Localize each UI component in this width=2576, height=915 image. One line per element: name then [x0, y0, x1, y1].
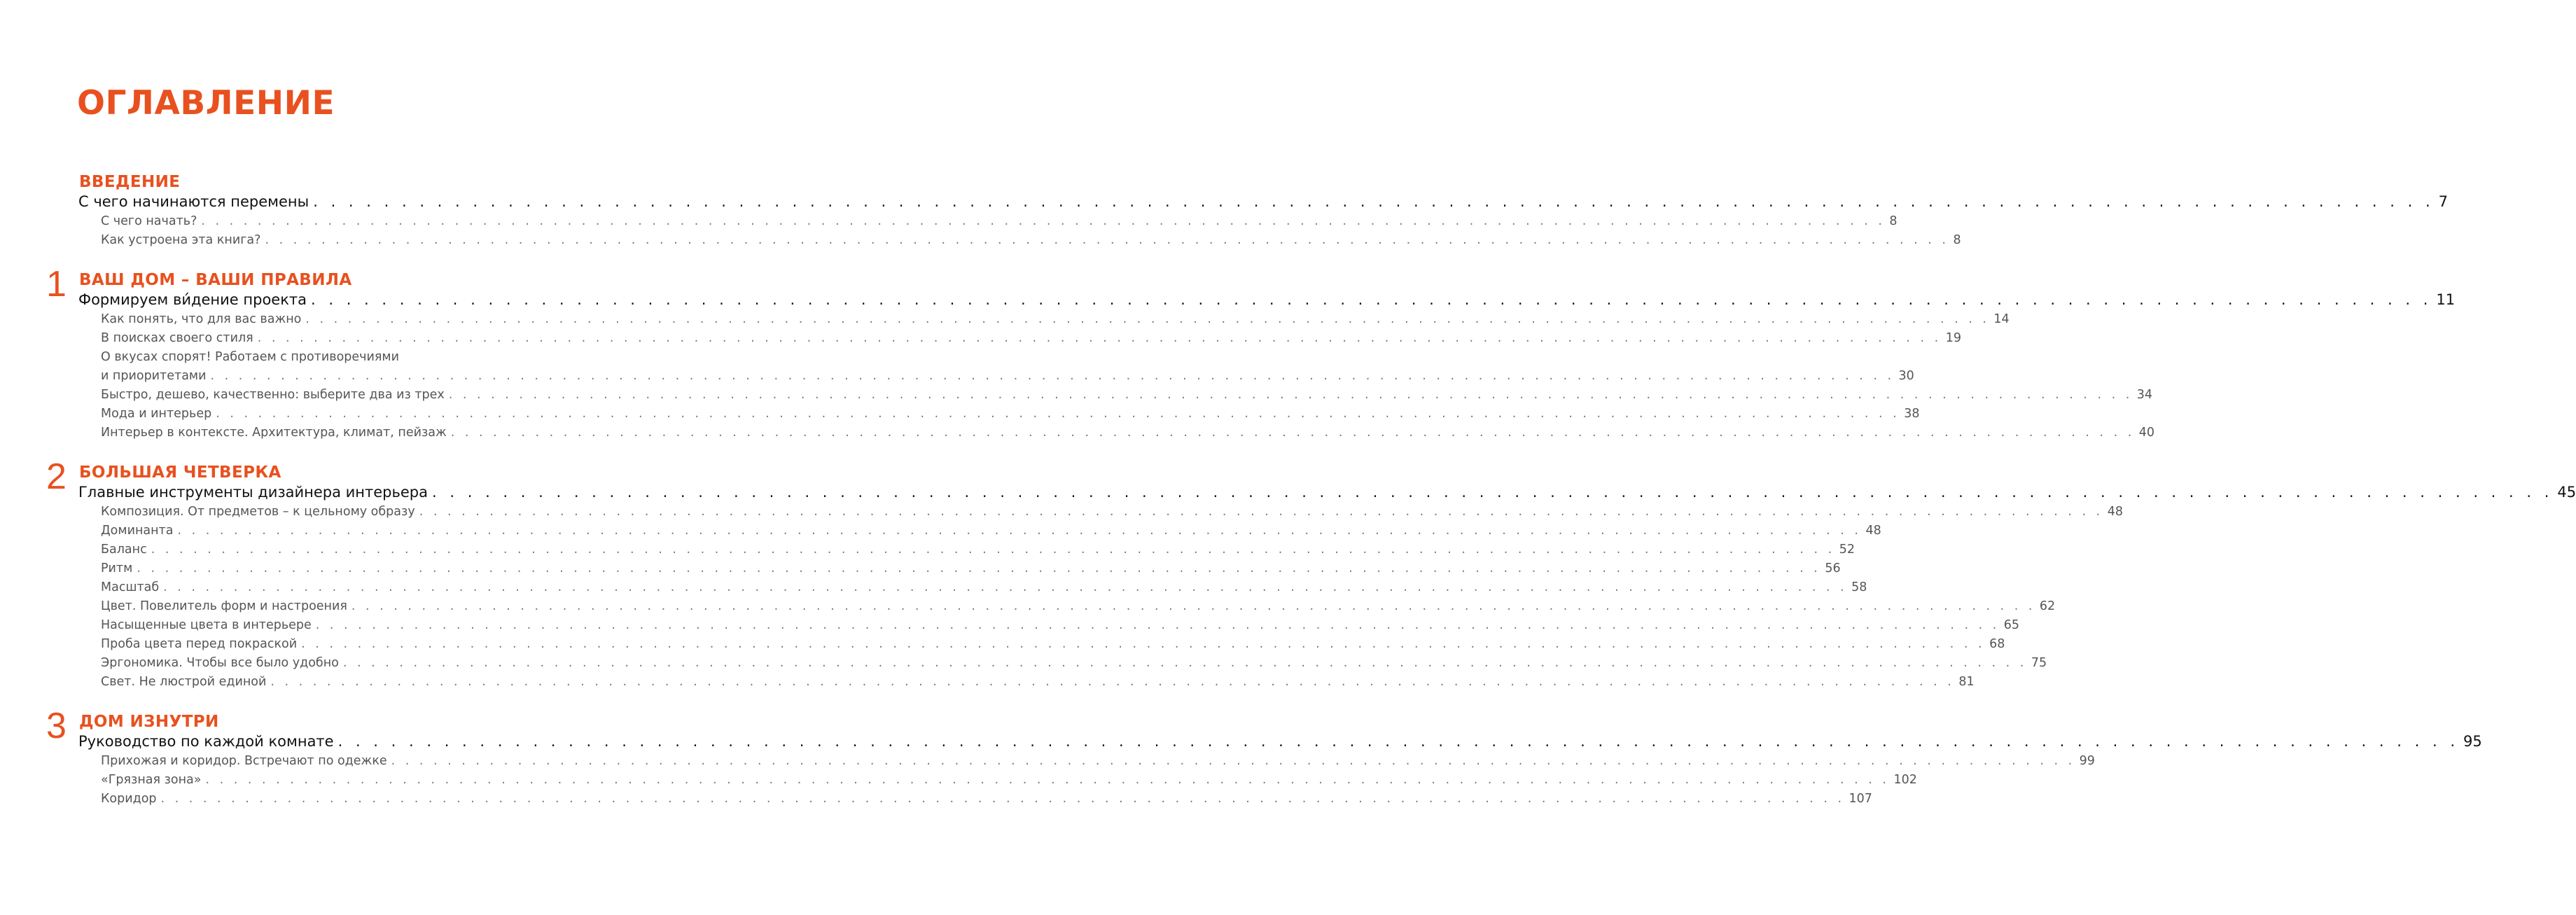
subchapter-page-number: 34	[2136, 388, 2153, 402]
subchapter-page-number: 65	[2003, 618, 2020, 632]
section-title[interactable]: ВАШ ДОМ – ВАШИ ПРАВИЛА	[79, 271, 352, 289]
subchapter-page-number: 8	[1953, 233, 1961, 247]
subchapter-page-number: 48	[1865, 524, 1881, 538]
subchapter-title: Насыщенные цвета в интерьере	[101, 618, 312, 632]
subchapter-page-number: 40	[2138, 426, 2155, 440]
dot-leader: . . . . . . . . . . . . . . . . . . . . . . . . . . . . . . . . . . . . . . . . . . . . . . . . . . . . . . . . . . . . . . . . . . . . . . . . . . . . . . . . . . . . . . . . . . . . . . . . . . . . . . . . . . . . . . . . . . . . . . . .	[311, 291, 2432, 308]
subchapter-page-number: 8	[1889, 214, 1898, 228]
subchapter-title: С чего начать?	[101, 214, 197, 228]
subchapter-title: Свет. Не люстрой единой	[101, 675, 267, 689]
dot-leader: . . . . . . . . . . . . . . . . . . . . . . . . . . . . . . . . . . . . . . . . . . . . . . . . . . . . . . . . . . . . . . . . . . . . . . . . . . . . . . . . . . . . . . . . . . . . . . . . . . . . . . . . . . . . . . . . . . . . . . . .	[265, 233, 1949, 247]
chapter-title: Руководство по каждой комнате	[78, 733, 334, 750]
dot-leader: . . . . . . . . . . . . . . . . . . . . . . . . . . . . . . . . . . . . . . . . . . . . . . . . . . . . . . . . . . . . . . . . . . . . . . . . . . . . . . . . . . . . . . . . . . . . . . . . . . . . . . . . . . . . . . . . . . . . . . . .	[151, 543, 1835, 557]
chapter-page-number: 7	[2438, 193, 2448, 210]
subchapter-page-number: 48	[2107, 505, 2123, 519]
subchapter-row[interactable]	[101, 212, 1898, 231]
subchapter-row[interactable]	[101, 578, 1867, 597]
subchapter-page-number: 19	[1945, 331, 1961, 345]
chapter-title: Формируем ви́дение проекта	[78, 291, 307, 308]
subchapter-title-line	[101, 348, 548, 367]
section-title[interactable]: БОЛЬШАЯ ЧЕТВЕРКА	[79, 463, 281, 482]
dot-leader: . . . . . . . . . . . . . . . . . . . . . . . . . . . . . . . . . . . . . . . . . . . . . . . . . . . . . . . . . . . . . . . . . . . . . . . . . . . . . . . . . . . . . . . . . . . . . . . . . . . . . . . . . . . . . . . . . . . . . . . .	[305, 312, 1990, 326]
subchapter-page-number: 102	[1893, 773, 1917, 787]
subchapter-title: Прихожая и коридор. Встречают по одежке	[101, 754, 387, 768]
subchapter-title: Ритм	[101, 561, 133, 575]
dot-leader: . . . . . . . . . . . . . . . . . . . . . . . . . . . . . . . . . . . . . . . . . . . . . . . . . . . . . . . . . . . . . . . . . . . . . . . . . . . . . . . . . . . . . . . . . . . . . . . . . . . . . . . . . . . . . . . . . . . . . . . .	[205, 773, 1890, 787]
subchapter-page-number: 58	[1851, 580, 1867, 594]
subchapter-title: Доминанта	[101, 524, 174, 538]
subchapter-page-number: 14	[1993, 312, 2010, 326]
subchapter-row[interactable]	[101, 522, 1881, 540]
subchapter-row[interactable]	[101, 367, 1914, 386]
chapter-page-number: 45	[2557, 484, 2576, 501]
subchapter-row[interactable]	[101, 771, 1917, 790]
subchapter-title: Коридор	[101, 792, 157, 806]
subchapter-row[interactable]	[101, 635, 2005, 654]
subchapter-title: О вкусах спорят! Работаем с противоречиями	[101, 350, 399, 364]
subchapter-row[interactable]	[101, 503, 2123, 522]
subchapter-title: В поисках своего стиля	[101, 331, 253, 345]
subchapter-page-number: 81	[1958, 675, 1975, 689]
subchapter-title: Мода и интерьер	[101, 407, 212, 421]
chapter-page-number: 11	[2436, 291, 2456, 308]
dot-leader: . . . . . . . . . . . . . . . . . . . . . . . . . . . . . . . . . . . . . . . . . . . . . . . . . . . . . . . . . . . . . . . . . . . . . . . . . . . . . . . . . . . . . . . . . . . . . . . . . . . . . . . . . . . . . . . . . . . . . . . .	[163, 580, 1848, 594]
subchapter-title: Баланс	[101, 543, 147, 557]
subchapter-row[interactable]	[101, 540, 1855, 559]
subchapter-title: Интерьер в контексте. Архитектура, климат, пейзаж	[101, 426, 447, 440]
dot-leader: . . . . . . . . . . . . . . . . . . . . . . . . . . . . . . . . . . . . . . . . . . . . . . . . . . . . . . . . . . . . . . . . . . . . . . . . . . . . . . . . . . . . . . . . . . . . . . . . . . . . . . . . . . . . . . . . . . . . . . . .	[216, 407, 1900, 421]
page-title: ОГЛАВЛЕНИЕ	[77, 84, 335, 123]
dot-leader: . . . . . . . . . . . . . . . . . . . . . . . . . . . . . . . . . . . . . . . . . . . . . . . . . . . . . . . . . . . . . . . . . . . . . . . . . . . . . . . . . . . . . . . . . . . . . . . . . . . . . . . . . . . . . . . . . . . . . . . .	[419, 505, 2103, 519]
subchapter-row[interactable]	[101, 329, 1961, 348]
subchapter-title: Как устроена эта книга?	[101, 233, 261, 247]
subchapter-row[interactable]	[101, 559, 1841, 578]
dot-leader: . . . . . . . . . . . . . . . . . . . . . . . . . . . . . . . . . . . . . . . . . . . . . . . . . . . . . . . . . . . . . . . . . . . . . . . . . . . . . . . . . . . . . . . . . . . . . . . . . . . . . . . . . . . . . . . . . . . . . . . .	[351, 599, 2035, 613]
dot-leader: . . . . . . . . . . . . . . . . . . . . . . . . . . . . . . . . . . . . . . . . . . . . . . . . . . . . . . . . . . . . . . . . . . . . . . . . . . . . . . . . . . . . . . . . . . . . . . . . . . . . . . . . . . . . . . . . . . . . . . . .	[432, 484, 2554, 501]
subchapter-page-number: 52	[1839, 543, 1855, 557]
subchapter-page-number: 30	[1898, 369, 1914, 383]
chapter-page-number: 95	[2463, 733, 2482, 750]
subchapter-title: Как понять, что для вас важно	[101, 312, 302, 326]
dot-leader: . . . . . . . . . . . . . . . . . . . . . . . . . . . . . . . . . . . . . . . . . . . . . . . . . . . . . . . . . . . . . . . . . . . . . . . . . . . . . . . . . . . . . . . . . . . . . . . . . . . . . . . . . . . . . . . . . . . . . . . .	[391, 754, 2075, 768]
subchapter-title: Масштаб	[101, 580, 160, 594]
section-number: 1	[46, 264, 67, 305]
dot-leader: . . . . . . . . . . . . . . . . . . . . . . . . . . . . . . . . . . . . . . . . . . . . . . . . . . . . . . . . . . . . . . . . . . . . . . . . . . . . . . . . . . . . . . . . . . . . . . . . . . . . . . . . . . . . . . . . . . . . . . . .	[337, 733, 2459, 750]
dot-leader: . . . . . . . . . . . . . . . . . . . . . . . . . . . . . . . . . . . . . . . . . . . . . . . . . . . . . . . . . . . . . . . . . . . . . . . . . . . . . . . . . . . . . . . . . . . . . . . . . . . . . . . . . . . . . . . . . . . . . . . .	[270, 675, 1955, 689]
chapter-row[interactable]	[78, 732, 2482, 752]
section-title[interactable]: ВВЕДЕНИЕ	[79, 173, 181, 191]
subchapter-row[interactable]	[101, 597, 2056, 616]
dot-leader: . . . . . . . . . . . . . . . . . . . . . . . . . . . . . . . . . . . . . . . . . . . . . . . . . . . . . . . . . . . . . . . . . . . . . . . . . . . . . . . . . . . . . . . . . . . . . . . . . . . . . . . . . . . . . . . . . . . . . . . .	[201, 214, 1886, 228]
dot-leader: . . . . . . . . . . . . . . . . . . . . . . . . . . . . . . . . . . . . . . . . . . . . . . . . . . . . . . . . . . . . . . . . . . . . . . . . . . . . . . . . . . . . . . . . . . . . . . . . . . . . . . . . . . . . . . . . . . . . . . . .	[160, 792, 1845, 806]
dot-leader: . . . . . . . . . . . . . . . . . . . . . . . . . . . . . . . . . . . . . . . . . . . . . . . . . . . . . . . . . . . . . . . . . . . . . . . . . . . . . . . . . . . . . . . . . . . . . . . . . . . . . . . . . . . . . . . . . . . . . . . .	[315, 618, 2000, 632]
subchapter-row[interactable]	[101, 673, 1975, 692]
subchapter-row[interactable]	[101, 405, 1920, 424]
subchapter-row[interactable]	[101, 654, 2047, 673]
subchapter-title: Цвет. Повелитель форм и настроения	[101, 599, 347, 613]
subchapter-title: Композиция. От предметов – к цельному образу	[101, 505, 415, 519]
chapter-title: Главные инструменты дизайнера интерьера	[78, 484, 429, 501]
subchapter-row[interactable]	[101, 790, 1872, 809]
dot-leader: . . . . . . . . . . . . . . . . . . . . . . . . . . . . . . . . . . . . . . . . . . . . . . . . . . . . . . . . . . . . . . . . . . . . . . . . . . . . . . . . . . . . . . . . . . . . . . . . . . . . . . . . . . . . . . . . . . . . . . . .	[210, 369, 1895, 383]
dot-leader: . . . . . . . . . . . . . . . . . . . . . . . . . . . . . . . . . . . . . . . . . . . . . . . . . . . . . . . . . . . . . . . . . . . . . . . . . . . . . . . . . . . . . . . . . . . . . . . . . . . . . . . . . . . . . . . . . . . . . . . .	[342, 656, 2027, 670]
subchapter-page-number: 38	[1904, 407, 1920, 421]
subchapter-page-number: 75	[2031, 656, 2047, 670]
subchapter-page-number: 56	[1825, 561, 1841, 575]
subchapter-row[interactable]	[101, 386, 2153, 405]
dot-leader: . . . . . . . . . . . . . . . . . . . . . . . . . . . . . . . . . . . . . . . . . . . . . . . . . . . . . . . . . . . . . . . . . . . . . . . . . . . . . . . . . . . . . . . . . . . . . . . . . . . . . . . . . . . . . . . . . . . . . . . .	[257, 331, 1942, 345]
subchapter-row[interactable]	[101, 616, 2020, 635]
subchapter-title: и приоритетами	[101, 369, 207, 383]
dot-leader: . . . . . . . . . . . . . . . . . . . . . . . . . . . . . . . . . . . . . . . . . . . . . . . . . . . . . . . . . . . . . . . . . . . . . . . . . . . . . . . . . . . . . . . . . . . . . . . . . . . . . . . . . . . . . . . . . . . . . . . .	[301, 637, 1986, 651]
section-number: 2	[46, 456, 67, 497]
chapter-row[interactable]	[78, 290, 2456, 310]
chapter-row[interactable]	[78, 192, 2448, 212]
subchapter-page-number: 68	[1989, 637, 2005, 651]
subchapter-title: «Грязная зона»	[101, 773, 202, 787]
subchapter-title: Эргономика. Чтобы все было удобно	[101, 656, 339, 670]
dot-leader: . . . . . . . . . . . . . . . . . . . . . . . . . . . . . . . . . . . . . . . . . . . . . . . . . . . . . . . . . . . . . . . . . . . . . . . . . . . . . . . . . . . . . . . . . . . . . . . . . . . . . . . . . . . . . . . . . . . . . . . .	[137, 561, 1821, 575]
subchapter-page-number: 62	[2039, 599, 2056, 613]
subchapter-row[interactable]	[101, 310, 2010, 329]
subchapter-page-number: 107	[1849, 792, 1872, 806]
dot-leader: . . . . . . . . . . . . . . . . . . . . . . . . . . . . . . . . . . . . . . . . . . . . . . . . . . . . . . . . . . . . . . . . . . . . . . . . . . . . . . . . . . . . . . . . . . . . . . . . . . . . . . . . . . . . . . . . . . . . . . . .	[450, 426, 2135, 440]
subchapter-title: Быстро, дешево, качественно: выберите два из трех	[101, 388, 445, 402]
subchapter-page-number: 99	[2079, 754, 2095, 768]
section-title[interactable]: ДОМ ИЗНУТРИ	[79, 713, 219, 731]
section-number: 3	[46, 706, 67, 746]
dot-leader: . . . . . . . . . . . . . . . . . . . . . . . . . . . . . . . . . . . . . . . . . . . . . . . . . . . . . . . . . . . . . . . . . . . . . . . . . . . . . . . . . . . . . . . . . . . . . . . . . . . . . . . . . . . . . . . . . . . . . . . .	[448, 388, 2133, 402]
chapter-title: С чего начинаются перемены	[78, 193, 309, 210]
subchapter-title: Проба цвета перед покраской	[101, 637, 298, 651]
subchapter-row[interactable]	[101, 231, 1961, 250]
dot-leader: . . . . . . . . . . . . . . . . . . . . . . . . . . . . . . . . . . . . . . . . . . . . . . . . . . . . . . . . . . . . . . . . . . . . . . . . . . . . . . . . . . . . . . . . . . . . . . . . . . . . . . . . . . . . . . . . . . . . . . . .	[313, 193, 2435, 210]
dot-leader: . . . . . . . . . . . . . . . . . . . . . . . . . . . . . . . . . . . . . . . . . . . . . . . . . . . . . . . . . . . . . . . . . . . . . . . . . . . . . . . . . . . . . . . . . . . . . . . . . . . . . . . . . . . . . . . . . . . . . . . .	[177, 524, 1862, 538]
chapter-row[interactable]	[78, 482, 2576, 503]
subchapter-row[interactable]	[101, 424, 2155, 442]
subchapter-row[interactable]	[101, 752, 2095, 771]
